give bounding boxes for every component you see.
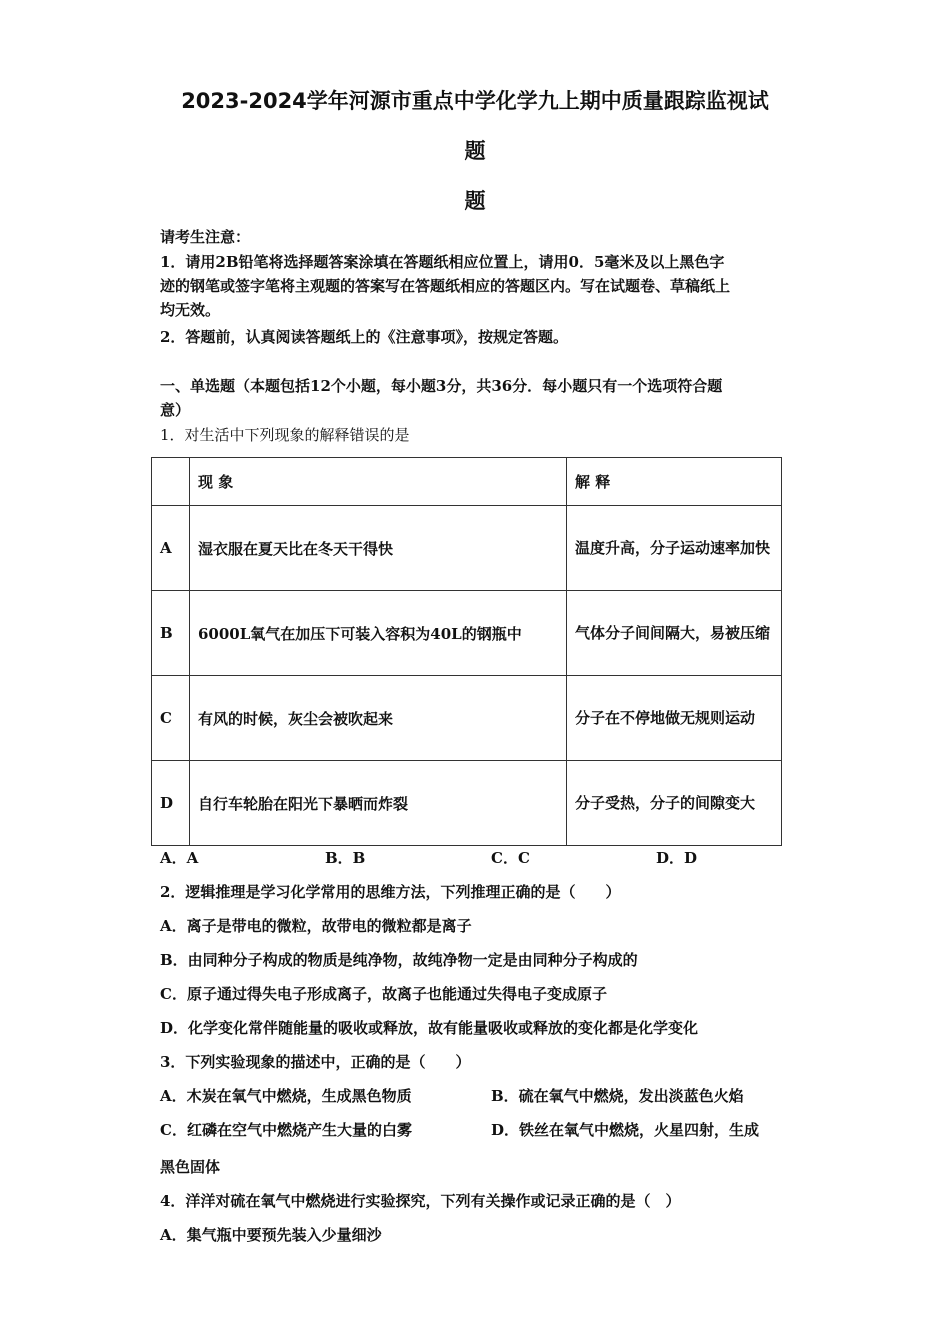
question-3-option-a: A．木炭在氧气中燃烧，生成黑色物质	[160, 1087, 412, 1105]
question-3-option-d-continued: 黑色固体	[160, 1158, 221, 1176]
question-1-option-d: D．D	[656, 849, 698, 867]
question-3-option-c: C．红磷在空气中燃烧产生大量的白雾	[160, 1121, 412, 1139]
notice-item-1-line-2: 迹的钢笔或签字笔将主观题的答案写在答题纸相应的答题区内。写在试题卷、草稿纸上	[160, 277, 731, 295]
exam-title-line-3: 题	[464, 189, 486, 213]
question-3-stem: 3．下列实验现象的描述中，正确的是（ ）	[160, 1053, 471, 1071]
notice-heading: 请考生注意：	[160, 228, 251, 246]
question-3-option-b: B．硫在氧气中燃烧，发出淡蓝色火焰	[491, 1087, 744, 1105]
question-2-option-c: C．原子通过得失电子形成离子，故离子也能通过失得电子变成原子	[160, 985, 607, 1003]
table-header-phenomenon: 现 象	[190, 458, 567, 506]
question-1-option-a: A．A	[160, 849, 199, 867]
notice-item-1-line-1: 1．请用2B铅笔将选择题答案涂填在答题纸相应位置上，请用0．5毫米及以上黑色字	[160, 253, 725, 271]
row-phenomenon: 有风的时候，灰尘会被吹起来	[190, 676, 567, 761]
row-explanation: 分子在不停地做无规则运动	[567, 676, 782, 761]
row-explanation: 气体分子间间隔大，易被压缩	[567, 591, 782, 676]
section-heading-line-1: 一、单选题（本题包括12个小题，每小题3分，共36分．每小题只有一个选项符合题	[160, 377, 723, 395]
row-phenomenon: 湿衣服在夏天比在冬天干得快	[190, 506, 567, 591]
question-2-stem: 2．逻辑推理是学习化学常用的思维方法，下列推理正确的是（ ）	[160, 883, 621, 901]
question-4-option-a: A．集气瓶中要预先装入少量细沙	[160, 1226, 382, 1244]
table-row	[152, 591, 782, 676]
question-1-table	[151, 457, 782, 846]
exam-title-line-1: 2023-2024学年河源市重点中学化学九上期中质量跟踪监视试	[181, 89, 769, 113]
notice-item-2: 2．答题前，认真阅读答题纸上的《注意事项》，按规定答题。	[160, 328, 568, 346]
question-4-stem: 4．洋洋对硫在氧气中燃烧进行实验探究，下列有关操作或记录正确的是（ ）	[160, 1192, 681, 1210]
table-row	[152, 761, 782, 846]
row-explanation: 分子受热，分子的间隙变大	[567, 761, 782, 846]
row-key: A	[152, 506, 190, 591]
section-heading-line-2: 意）	[160, 401, 191, 419]
question-1-option-b: B．B	[325, 849, 366, 867]
exam-title-line-2: 题	[464, 139, 486, 163]
table-header-row	[152, 458, 782, 506]
row-key: B	[152, 591, 190, 676]
row-key: D	[152, 761, 190, 846]
question-2-option-d: D．化学变化常伴随能量的吸收或释放，故有能量吸收或释放的变化都是化学变化	[160, 1019, 699, 1037]
table-row	[152, 506, 782, 591]
question-1-stem: 1．对生活中下列现象的解释错误的是	[160, 426, 410, 444]
table-header-key	[152, 458, 190, 506]
notice-item-1-line-3: 均无效。	[160, 301, 221, 319]
table-row	[152, 676, 782, 761]
row-key: C	[152, 676, 190, 761]
row-phenomenon: 6000L氧气在加压下可装入容积为40L的钢瓶中	[190, 591, 567, 676]
question-2-option-a: A．离子是带电的微粒，故带电的微粒都是离子	[160, 917, 472, 935]
row-explanation: 温度升高，分子运动速率加快	[567, 506, 782, 591]
row-phenomenon: 自行车轮胎在阳光下暴晒而炸裂	[190, 761, 567, 846]
question-2-option-b: B．由同种分子构成的物质是纯净物，故纯净物一定是由同种分子构成的	[160, 951, 638, 969]
table-header-explanation: 解 释	[567, 458, 782, 506]
question-1-option-c: C．C	[491, 849, 530, 867]
question-3-option-d: D．铁丝在氧气中燃烧，火星四射，生成	[491, 1121, 760, 1139]
